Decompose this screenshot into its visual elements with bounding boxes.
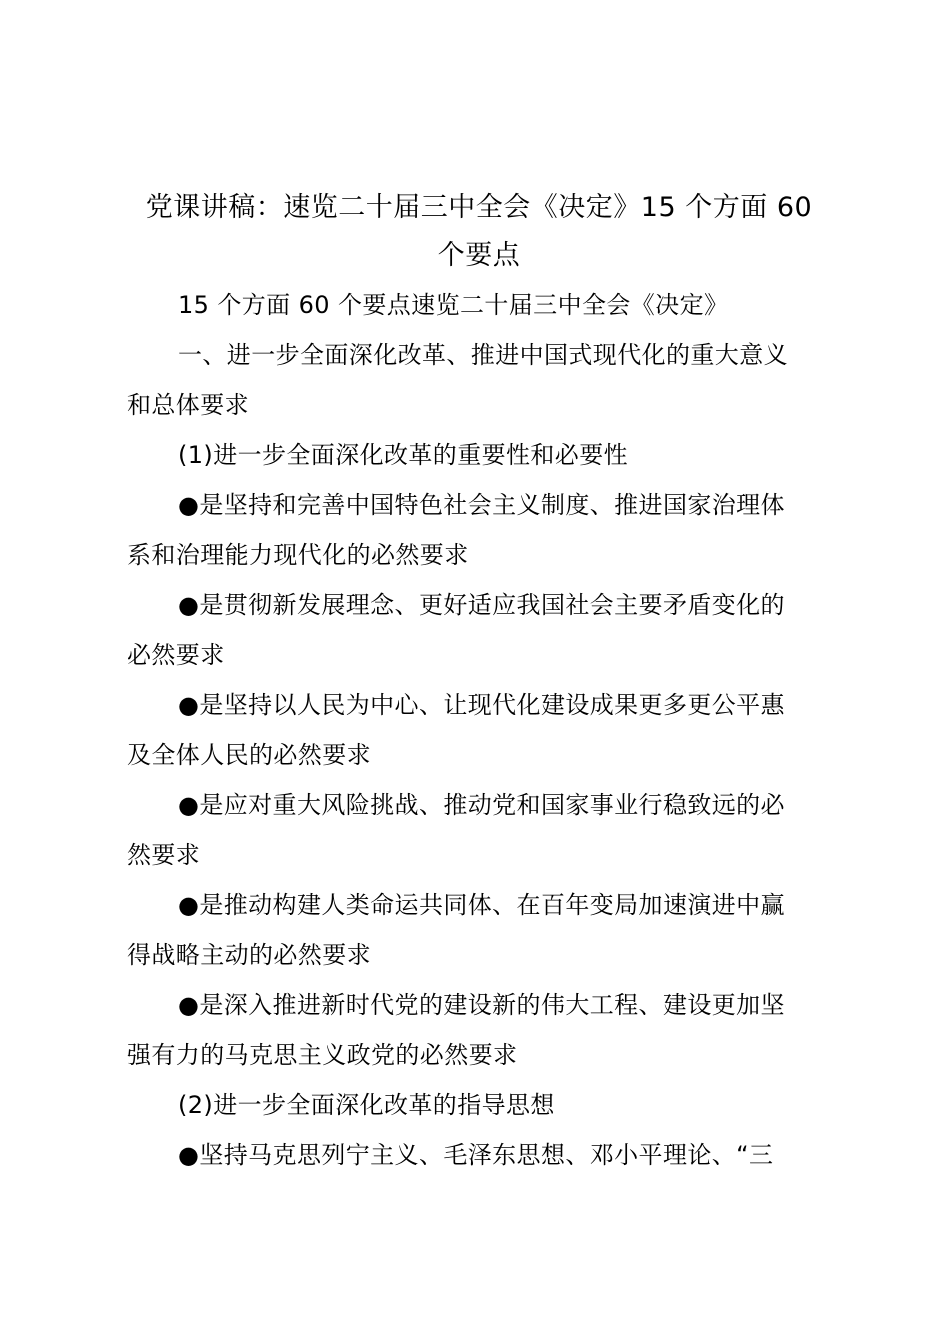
bullet-item-7: ●坚持马克思列宁主义、毛泽东思想、邓小平理论、“三 [178, 1141, 774, 1169]
bullet-item-5: ●是推动构建人类命运共同体、在百年变局加速演进中赢 [178, 891, 785, 919]
bullet-item-1-cont: 系和治理能力现代化的必然要求 [127, 541, 469, 569]
section-heading-1-cont: 和总体要求 [127, 391, 249, 419]
bullet-item-4-cont: 然要求 [127, 841, 201, 869]
bullet-item-3-cont: 及全体人民的必然要求 [127, 741, 371, 769]
bullet-item-1: ●是坚持和完善中国特色社会主义制度、推进国家治理体 [178, 491, 785, 519]
bullet-item-2: ●是贯彻新发展理念、更好适应我国社会主要矛盾变化的 [178, 591, 785, 619]
bullet-item-2-cont: 必然要求 [127, 641, 225, 669]
subsection-heading-1: (1)进一步全面深化改革的重要性和必要性 [178, 441, 628, 469]
bullet-item-6-cont: 强有力的马克思主义政党的必然要求 [127, 1041, 518, 1069]
bullet-item-6: ●是深入推进新时代党的建设新的伟大工程、建设更加坚 [178, 991, 785, 1019]
bullet-item-5-cont: 得战略主动的必然要求 [127, 941, 371, 969]
subtitle-line: 15 个方面 60 个要点速览二十届三中全会《决定》 [178, 291, 729, 319]
section-heading-1: 一、进一步全面深化改革、推进中国式现代化的重大意义 [178, 341, 788, 369]
document-title-line-2: 个要点 [437, 240, 521, 271]
document-title-line-1: 党课讲稿：速览二十届三中全会《决定》15 个方面 60 [145, 192, 813, 223]
bullet-item-3: ●是坚持以人民为中心、让现代化建设成果更多更公平惠 [178, 691, 785, 719]
subsection-heading-2: (2)进一步全面深化改革的指导思想 [178, 1091, 555, 1119]
bullet-item-4: ●是应对重大风险挑战、推动党和国家事业行稳致远的必 [178, 791, 785, 819]
